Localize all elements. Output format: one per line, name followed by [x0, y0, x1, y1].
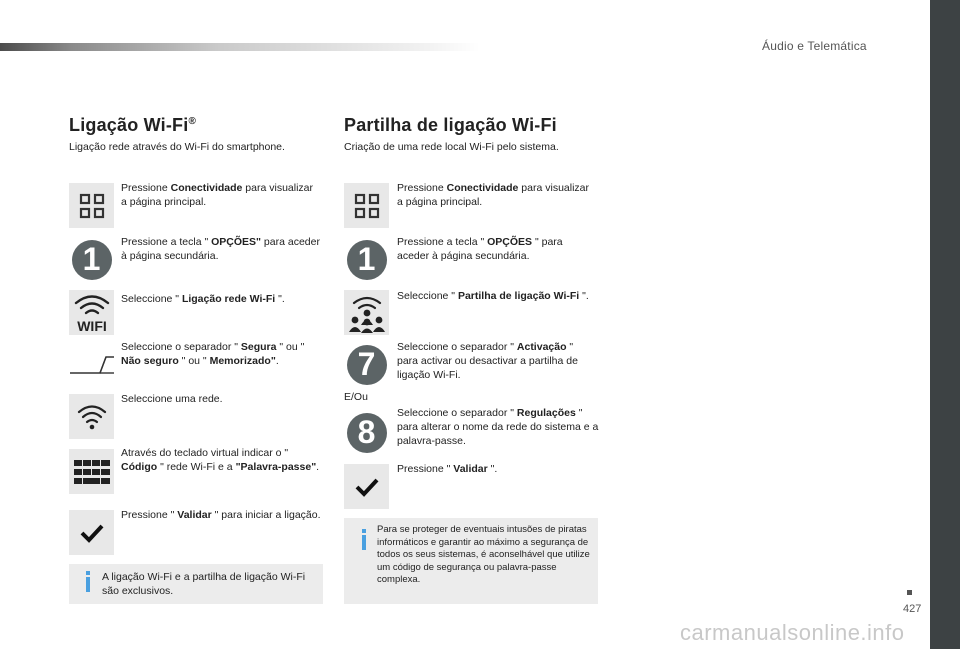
left-info-box: A ligação Wi-Fi e a partilha de ligação Wi-Fi são exclusivos.	[69, 564, 323, 604]
right-subtitle: Criação de uma rede local Wi-Fi pelo sistema.	[344, 141, 559, 153]
check-icon	[344, 464, 389, 509]
connectivity-grid-icon	[344, 183, 389, 228]
step-number-1: 1	[344, 237, 389, 282]
wifi-label-icon	[69, 290, 114, 335]
right-step-6: Pressione " Validar ".	[397, 463, 498, 475]
and-or-label: E/Ou	[344, 391, 368, 403]
svg-text:WIFI: WIFI	[76, 317, 107, 334]
check-icon	[69, 510, 114, 555]
left-step-1: Pressione Conectividade para visualizar a página principal.	[121, 182, 314, 208]
right-step-3: Seleccione " Partilha de ligação Wi-Fi ".	[397, 290, 589, 302]
step-number-7: 7	[344, 342, 389, 387]
info-icon	[362, 535, 366, 550]
side-band	[930, 0, 960, 649]
page-number: 427	[903, 603, 922, 615]
right-step-4: Seleccione o separador " Activação " para activar ou desactivar a partilha de ligação Wi-Fi.	[397, 341, 578, 381]
header-gradient-bar	[0, 43, 480, 51]
right-step-5: Seleccione o separador " Regulações " para alterar o nome da rede do sistema e a palavra-passe.	[397, 407, 599, 447]
keyboard-icon	[69, 449, 114, 494]
left-step-7: Pressione " Validar " para iniciar a ligação.	[121, 509, 321, 521]
right-step-2: Pressione a tecla " OPÇÕES " para aceder à página secundária.	[397, 236, 563, 262]
page-marker	[907, 590, 912, 595]
step-number-1: 1	[69, 237, 114, 282]
left-step-4: Seleccione o separador " Segura " ou " Não seguro " ou " Memorizado".	[121, 341, 305, 367]
info-icon	[86, 577, 90, 592]
section-title: Áudio e Telemática	[762, 39, 867, 53]
left-title: Ligação Wi-Fi®	[69, 115, 197, 135]
wifi-icon	[69, 394, 114, 439]
watermark: carmanualsonline.info	[680, 620, 905, 645]
right-step-1: Pressione Conectividade para visualizar a página principal.	[397, 182, 590, 208]
tab-separator-icon	[69, 342, 114, 387]
left-step-5: Seleccione uma rede.	[121, 393, 223, 405]
right-title: Partilha de ligação Wi-Fi	[344, 115, 557, 135]
left-step-3: Seleccione " Ligação rede Wi-Fi ".	[121, 293, 285, 305]
connectivity-grid-icon	[69, 183, 114, 228]
left-subtitle: Ligação rede através do Wi-Fi do smartphone.	[69, 141, 285, 153]
wifi-sharing-icon	[344, 290, 389, 335]
left-step-6: Através do teclado virtual indicar o " Código " rede Wi-Fi e a "Palavra-passe".	[121, 447, 320, 473]
left-step-2: Pressione a tecla " OPÇÕES" para aceder à página secundária.	[121, 236, 320, 262]
right-info-box: Para se proteger de eventuais intusões de piratas informáticos e garantir ao máximo a segurança de todos os seus sistemas, é aconselhável que utilize um código de segurança ou palavra-passe complexa.	[344, 518, 598, 604]
step-number-8: 8	[344, 410, 389, 455]
